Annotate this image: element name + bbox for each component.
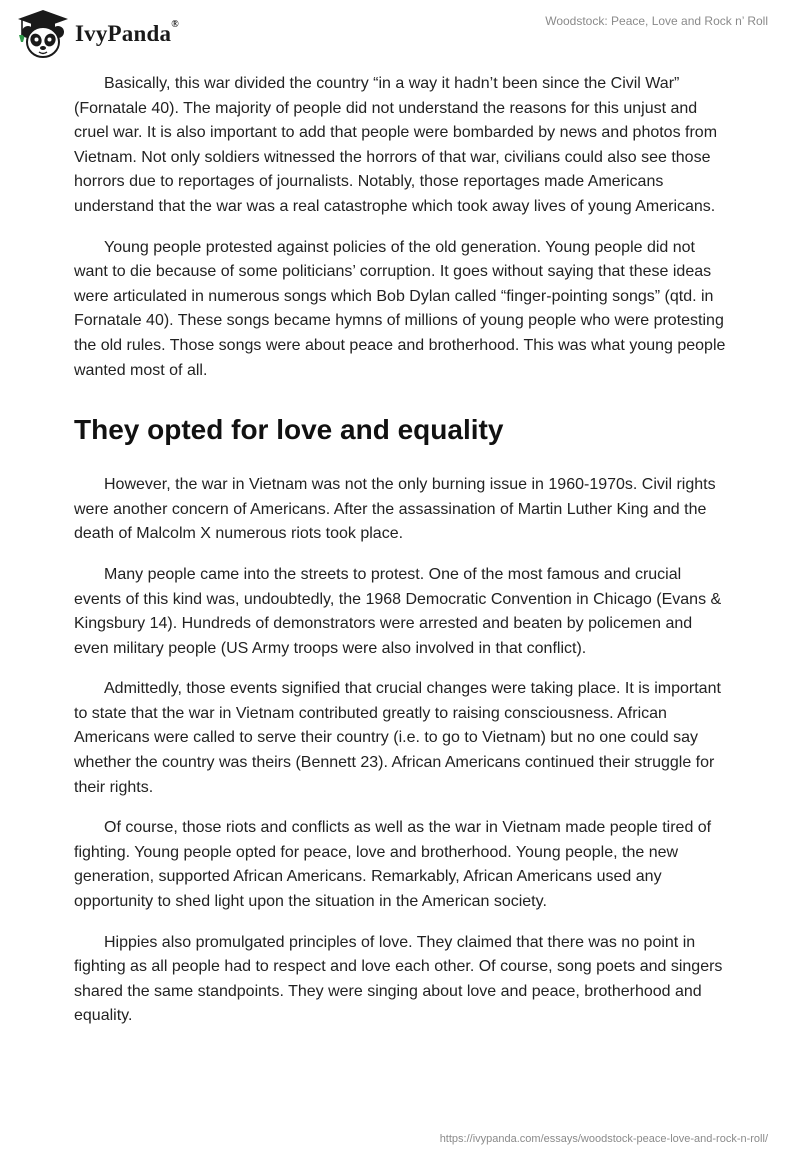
page-header (0, 0, 800, 70)
document-title: Woodstock: Peace, Love and Rock n’ Roll (545, 14, 768, 28)
brand-logo[interactable] (14, 8, 179, 60)
panda-graduate-icon (14, 8, 72, 60)
paragraph-1: Basically, this war divided the country “in a way it hadn’t been since the Civil War” (Fornatale 40). The majority of people did not understand the reasons for this unjust and cruel war. It is also important to add that people were bombarded by news and photos from Vietnam. Not only soldiers witnessed the horrors of that war, civilians could also see those horrors due to reportages of journalists. Notably, those reportages made Americans understand that the war was a real catastrophe which took away lives of young Americans. (74, 75, 718, 215)
paragraph-6: Of course, those riots and conflicts as well as the war in Vietnam made people tired of fighting. Young people opted for peace, love and brotherhood. Young people, the new generation, supported African Americans. Remarkably, African Americans used any opportunity to shed light upon the situation in the American society. (74, 819, 712, 911)
brand-name: IvyPanda® (75, 19, 179, 46)
paragraph-7: Hippies also promulgated principles of love. They claimed that there was no point in fighting as all people had to respect and love each other. Of course, song poets and singers shared the same standpoints. They were singing about love and peace, brotherhood and equality. (74, 933, 723, 1025)
paragraph-3: However, the war in Vietnam was not the only burning issue in 1960-1970s. Civil rights were another concern of Americans. After the assassination of Martin Luther King and the death of Malcolm X numerous riots took place. (74, 476, 716, 543)
essay-body (74, 72, 728, 1045)
paragraph-2: Young people protested against policies of the old generation. Young people did not want to die because of some politicians’ corruption. It goes without saying that these ideas were articulated in numerous songs which Bob Dylan called “finger-pointing songs” (qtd. in Fornatale 40). These songs became hymns of millions of young people who were protesting the old rules. Those songs were about peace and brotherhood. This was what young people wanted most of all. (74, 238, 726, 379)
source-url[interactable]: https://ivypanda.com/essays/woodstock-peace-love-and-rock-n-roll/ (439, 1133, 768, 1145)
paragraph-4: Many people came into the streets to protest. One of the most famous and crucial events of this kind was, undoubtedly, the 1968 Democratic Convention in Chicago (Evans & Kingsbury 14). Hundreds of demonstrators were arrested and beaten by policemen and even military people (US Army troops were also involved in that conflict). (74, 565, 722, 657)
section-heading: They opted for love and equality (74, 414, 504, 446)
paragraph-5: Admittedly, those events signified that crucial changes were taking place. It is important to state that the war in Vietnam contributed greatly to raising consciousness. African Americans were called to serve their country (i.e. to go to Vietnam) but no one could say whether the country was theirs (Bennett 23). African Americans continued their struggle for their rights. (74, 680, 721, 796)
